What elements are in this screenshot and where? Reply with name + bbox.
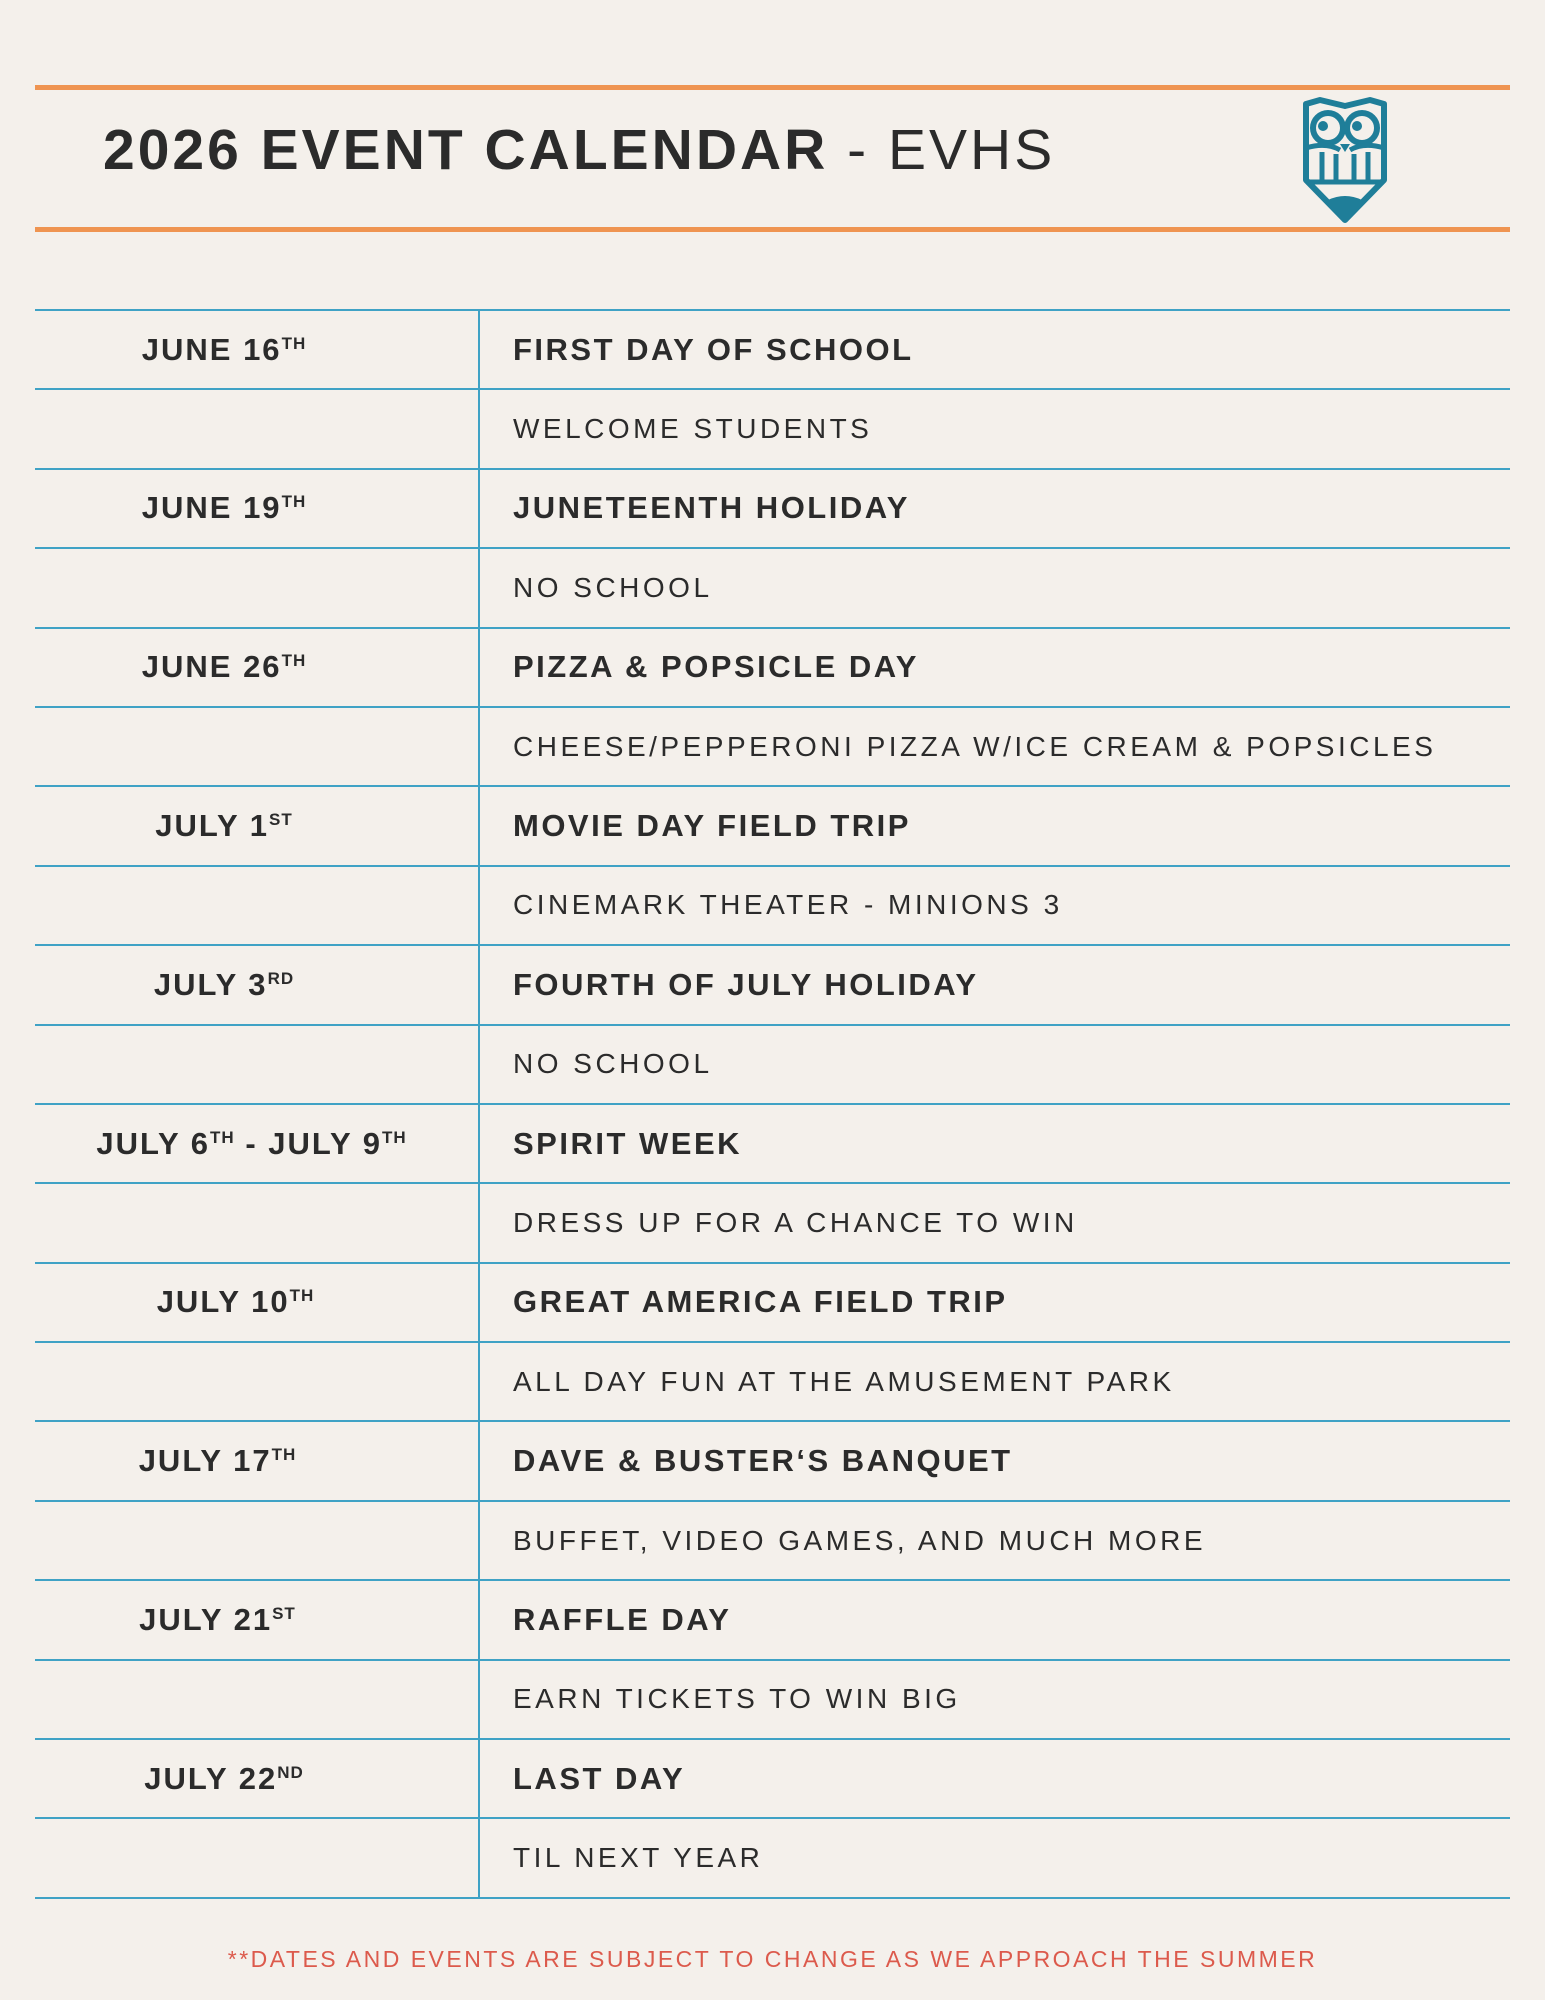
table-row-event-desc [35, 1184, 1510, 1263]
table-row-event-desc [35, 549, 1510, 628]
event-date: JULY 17TH [138, 1443, 297, 1479]
event-title: JUNETEENTH HOLIDAY [513, 490, 910, 526]
table-row-event-desc [35, 1026, 1510, 1105]
event-description: EARN TICKETS TO WIN BIG [513, 1683, 961, 1715]
table-row-event-desc [35, 1819, 1510, 1898]
event-desc-cell [513, 390, 1510, 467]
table-row-event-title [35, 946, 1510, 1025]
table-row-event-desc [35, 708, 1510, 787]
event-title-cell [513, 629, 1510, 706]
event-description: TIL NEXT YEAR [513, 1842, 764, 1874]
event-description: BUFFET, VIDEO GAMES, AND MUCH MORE [513, 1524, 1207, 1556]
event-date: JULY 10TH [156, 1284, 315, 1320]
event-description: NO SCHOOL [513, 571, 713, 603]
event-title-cell [513, 470, 1510, 547]
date-cell [35, 1422, 478, 1499]
event-title-cell [513, 311, 1510, 388]
header-top-rule [35, 85, 1510, 90]
event-date: JUNE 19TH [141, 490, 307, 526]
event-title-cell [513, 1264, 1510, 1341]
event-title-cell [513, 787, 1510, 864]
table-row-event-title [35, 1422, 1510, 1501]
table-row-event-desc [35, 390, 1510, 469]
event-date: JULY 3RD [153, 966, 295, 1002]
event-title: FIRST DAY OF SCHOOL [513, 331, 914, 367]
event-title-cell [513, 1422, 1510, 1499]
event-desc-cell [513, 1026, 1510, 1103]
table-row-event-title [35, 787, 1510, 866]
table-row-event-desc [35, 867, 1510, 946]
event-date: JULY 1ST [155, 808, 293, 844]
date-cell [35, 946, 478, 1023]
event-desc-cell [513, 1343, 1510, 1420]
disclaimer-footnote: **DATES AND EVENTS ARE SUBJECT TO CHANGE AS WE APPROACH THE SUMMER [227, 1946, 1318, 1972]
date-cell [35, 1264, 478, 1341]
table-row-event-title [35, 1105, 1510, 1184]
table-row-event-title [35, 1581, 1510, 1660]
event-desc-cell [513, 1661, 1510, 1738]
event-title: SPIRIT WEEK [513, 1125, 743, 1161]
event-title-cell [513, 1581, 1510, 1658]
date-cell [35, 1105, 478, 1182]
table-row-event-desc [35, 1502, 1510, 1581]
event-title-cell [513, 1105, 1510, 1182]
page-title-main: 2026 EVENT CALENDAR [103, 118, 829, 182]
event-desc-cell [513, 708, 1510, 785]
event-description: DRESS UP FOR A CHANCE TO WIN [513, 1206, 1078, 1238]
header-bottom-rule [35, 227, 1510, 232]
event-date: JUNE 26TH [141, 649, 307, 685]
table-row-event-desc [35, 1661, 1510, 1740]
table-row-event-title [35, 1264, 1510, 1343]
date-cell [35, 1740, 478, 1817]
event-desc-cell [513, 867, 1510, 944]
event-title: GREAT AMERICA FIELD TRIP [513, 1284, 1008, 1320]
event-description: CHEESE/PEPPERONI PIZZA W/ICE CREAM & POPSICLES [513, 730, 1437, 762]
page-title-school: - EVHS [828, 118, 1056, 182]
table-row-event-title [35, 629, 1510, 708]
event-description: ALL DAY FUN AT THE AMUSEMENT PARK [513, 1365, 1175, 1397]
event-title: DAVE & BUSTER‘S BANQUET [513, 1443, 1013, 1479]
event-title: LAST DAY [513, 1760, 686, 1796]
event-desc-cell [513, 1502, 1510, 1579]
date-cell [35, 629, 478, 706]
date-cell [35, 470, 478, 547]
event-date-range: JULY 6TH - JULY 9TH [96, 1125, 407, 1161]
table-row-event-title [35, 1740, 1510, 1819]
event-title: MOVIE DAY FIELD TRIP [513, 808, 911, 844]
event-title: RAFFLE DAY [513, 1601, 732, 1637]
date-cell [35, 787, 478, 864]
page-title [103, 118, 1056, 182]
event-date: JUNE 16TH [141, 331, 307, 367]
owl-pencil-icon [1300, 96, 1390, 224]
event-description: WELCOME STUDENTS [513, 413, 873, 445]
event-title-cell [513, 946, 1510, 1023]
event-date: JULY 21ST [139, 1601, 296, 1637]
event-description: CINEMARK THEATER - MINIONS 3 [513, 889, 1063, 921]
table-row-event-desc [35, 1343, 1510, 1422]
date-cell [35, 311, 478, 388]
event-desc-cell [513, 1819, 1510, 1896]
event-title: PIZZA & POPSICLE DAY [513, 649, 919, 685]
event-desc-cell [513, 549, 1510, 626]
table-row-event-title [35, 470, 1510, 549]
table-row-event-title [35, 311, 1510, 390]
event-date: JULY 22ND [144, 1760, 304, 1796]
event-calendar-table [35, 309, 1510, 1899]
event-desc-cell [513, 1184, 1510, 1261]
event-title-cell [513, 1740, 1510, 1817]
event-title: FOURTH OF JULY HOLIDAY [513, 966, 979, 1002]
date-cell [35, 1581, 478, 1658]
event-description: NO SCHOOL [513, 1048, 713, 1080]
